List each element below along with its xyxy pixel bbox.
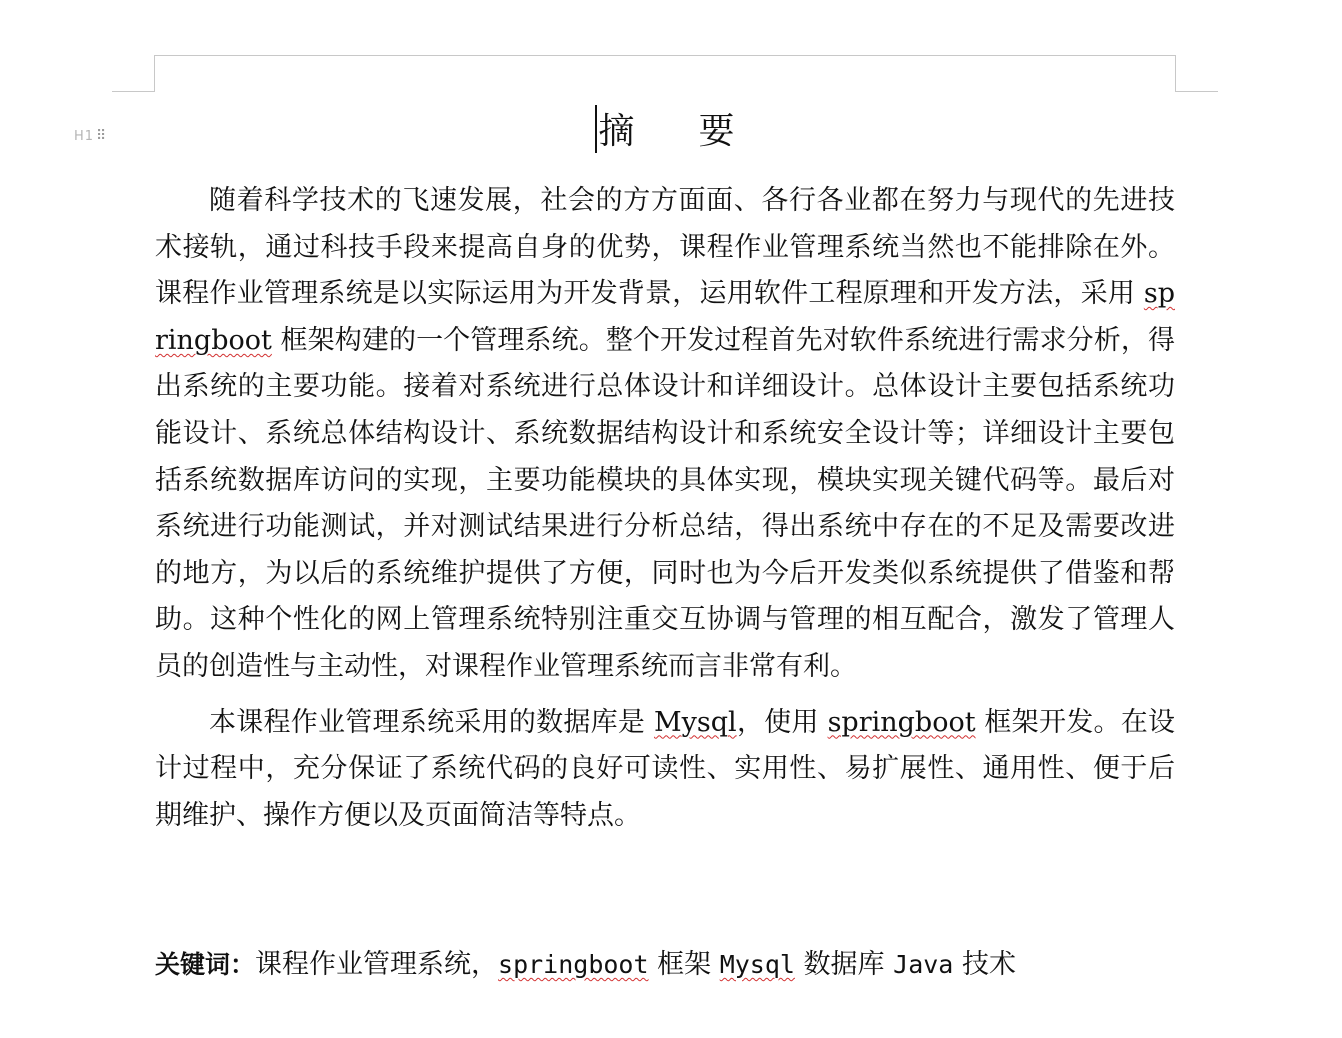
page-top-border	[155, 55, 1175, 56]
drag-grip-icon: ⠿	[96, 128, 108, 144]
abstract-body[interactable]	[155, 178, 1175, 839]
misspelled-word[interactable]: springboot	[827, 706, 976, 738]
abstract-title-text: 摘 要	[598, 111, 749, 152]
text-cursor	[595, 105, 597, 153]
keyword-mysql[interactable]: Mysql	[719, 950, 795, 979]
paragraph-2-text-c: ，使用	[736, 706, 828, 738]
keyword-java: Java	[893, 950, 954, 979]
keyword-springboot[interactable]: springboot	[498, 950, 649, 979]
paragraph-2-text-e: 框架开发。在设计过程中，充分保证了系统代码的良好可读性、实用性、易扩展性、通用性、便于后期维护、操作方便以及页面简洁等特点。	[155, 706, 1175, 831]
keywords-label: 关键词：	[155, 950, 256, 979]
crop-mark-top-left	[112, 91, 155, 92]
abstract-paragraph-1[interactable]	[155, 178, 1175, 691]
heading-level-icon: H1	[74, 129, 95, 144]
crop-mark-top-left-vertical	[154, 55, 155, 92]
keyword-5: 数据库	[794, 949, 894, 980]
abstract-title[interactable]	[155, 105, 1175, 157]
paragraph-1-text-a: 随着科学技术的飞速发展，社会的方方面面、各行各业都在努力与现代的先进技术接轨，通过科技手段来提高自身的优势，课程作业管理系统当然也不能排除在外。课程作业管理系统是以实际运用为开发背景，运用软件工程原理和开发方法，采用	[155, 185, 1175, 310]
keyword-3: 框架	[648, 949, 720, 980]
abstract-paragraph-2[interactable]	[155, 700, 1175, 840]
misspelled-word[interactable]: Mysql	[654, 706, 737, 738]
misspelled-word[interactable]: springboot	[155, 278, 1175, 356]
crop-mark-top-right	[1175, 91, 1218, 92]
keyword-1: 课程作业管理系统，	[255, 949, 499, 980]
crop-mark-top-right-vertical	[1175, 55, 1176, 92]
paragraph-1-text-c: 框架构建的一个管理系统。整个开发过程首先对软件系统进行需求分析，得出系统的主要功能。接着对系统进行总体设计和详细设计。总体设计主要包括系统功能设计、系统总体结构设计、系统数据结构设计和系统安全设计等；详细设计主要包括系统数据库访问的实现，主要功能模块的具体实现，模块实现关键代码等。最后对系统进行功能测试，并对测试结果进行分析总结，得出系统中存在的不足及需要改进的地方，为以后的系统维护提供了方便，同时也为今后开发类似系统提供了借鉴和帮助。这种个性化的网上管理系统特别注重交互协调与管理的相互配合，激发了管理人员的创造性与主动性，对课程作业管理系统而言非常有利。	[155, 324, 1175, 682]
heading-drag-handle[interactable]	[74, 128, 107, 144]
paragraph-2-text-a: 本课程作业管理系统采用的数据库是	[209, 706, 654, 738]
keywords-line[interactable]	[155, 943, 1175, 987]
keyword-7: 技术	[953, 949, 1016, 980]
